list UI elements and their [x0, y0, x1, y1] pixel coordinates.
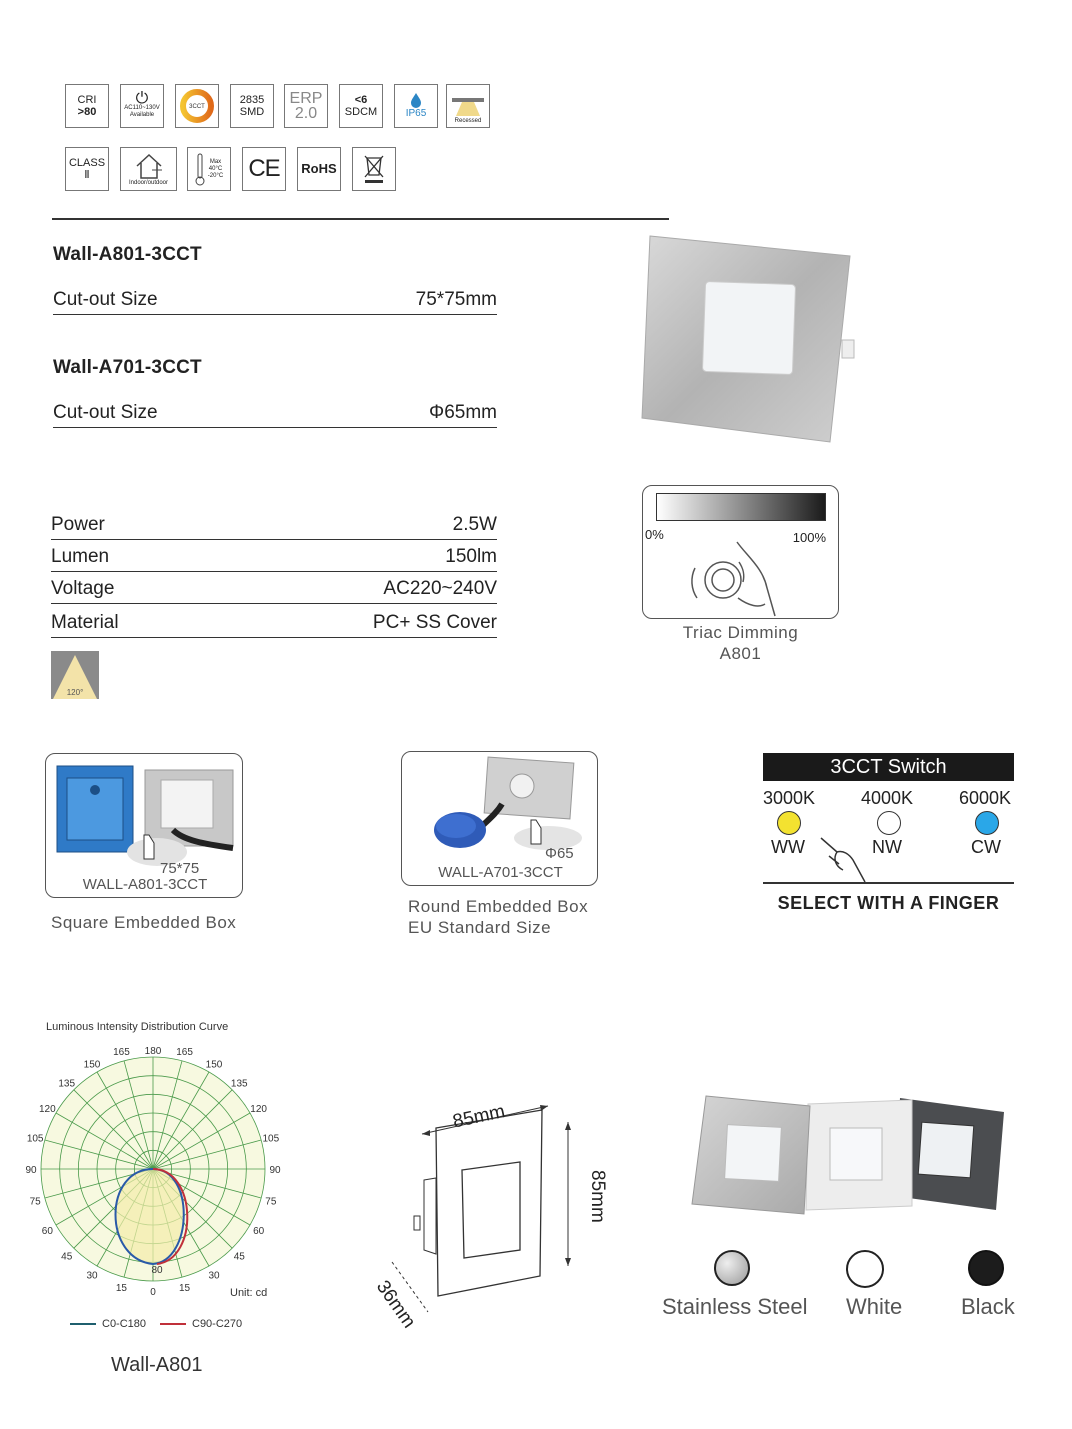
- model-title-a801: Wall-A801-3CCT: [53, 244, 202, 265]
- height-label: 85mm: [587, 1170, 608, 1223]
- model-title-a701: Wall-A701-3CCT: [53, 357, 202, 378]
- indoor-outdoor-badge: Indoor/outdoor: [120, 147, 177, 191]
- legend-c0-swatch: [70, 1323, 96, 1325]
- water-drop-icon: [409, 92, 423, 108]
- finish-variants-image: [688, 1092, 1008, 1222]
- hand-dial-icon: [683, 538, 798, 618]
- polar-angle-label: 135: [58, 1078, 76, 1090]
- cct-switch-title: 3CCT Switch: [763, 753, 1014, 781]
- polar-angle-label: 120: [39, 1104, 56, 1115]
- polar-title: Luminous Intensity Distribution Curve: [46, 1021, 229, 1033]
- polar-angle-label: 150: [83, 1059, 101, 1071]
- polar-angle-label: 135: [230, 1078, 248, 1090]
- polar-angle-label: 75: [29, 1196, 41, 1208]
- polar-angle-label: 120: [250, 1104, 267, 1115]
- cutout-depth-icon: [142, 833, 156, 861]
- black-swatch: [968, 1250, 1004, 1286]
- polar-angle-label: 105: [26, 1133, 44, 1145]
- sdcm-badge: <6 SDCM: [339, 84, 383, 128]
- rohs-badge: RoHS: [297, 147, 341, 191]
- power-icon: ⏻: [135, 90, 149, 107]
- ce-badge: CE: [242, 147, 286, 191]
- square-box-panel: 75*75 WALL-A801-3CCT: [45, 753, 243, 898]
- polar-angle-label: 105: [262, 1133, 280, 1145]
- dimming-panel: 0% 100%: [642, 485, 839, 619]
- weee-bin-icon: [362, 153, 386, 185]
- polar-angle-label: 60: [41, 1226, 53, 1237]
- ip65-badge: IP65: [394, 84, 438, 128]
- cct-divider: [763, 882, 1014, 884]
- square-box-caption: Square Embedded Box: [51, 913, 237, 932]
- power-ac-badge: ⏻ AC110~130V Available: [120, 84, 164, 128]
- ww-dot: [777, 811, 801, 835]
- polar-angle-label: 30: [86, 1270, 98, 1282]
- polar-angle-label: 60: [253, 1226, 265, 1237]
- polar-angle-label: 45: [61, 1251, 73, 1263]
- cct-badge: [175, 84, 219, 128]
- polar-angle-label: 165: [176, 1047, 193, 1059]
- beam-angle-icon: 120°: [51, 651, 99, 699]
- polar-angle-label: 15: [115, 1282, 127, 1294]
- weee-badge: [352, 147, 396, 191]
- depth-label: 36mm: [371, 1276, 420, 1333]
- polar-angle-label: 15: [179, 1282, 191, 1294]
- polar-angle-bottom: 0: [150, 1287, 156, 1298]
- polar-angle-label: 150: [205, 1059, 223, 1071]
- smd-badge: 2835 SMD: [230, 84, 274, 128]
- recessed-badge: Recessed: [446, 84, 490, 128]
- round-box-panel: Φ65 WALL-A701-3CCT: [401, 751, 598, 886]
- square-box-image: [53, 760, 238, 880]
- spec-row-voltage: Voltage AC220~240V: [51, 578, 497, 604]
- finger-icon: [815, 832, 877, 884]
- polar-angle-label: 165: [113, 1047, 130, 1059]
- cct-footer: SELECT WITH A FINGER: [777, 893, 1000, 913]
- round-box-caption: Round Embedded Box EU Standard Size: [408, 897, 589, 937]
- polar-angle-label: 30: [208, 1270, 220, 1282]
- nw-dot: [877, 811, 901, 835]
- c0-c180-curve: [116, 1169, 184, 1264]
- white-label: White: [846, 1294, 903, 1319]
- legend-c90: C90-C270: [160, 1318, 242, 1330]
- legend-c90-swatch: [160, 1323, 186, 1325]
- stainless-steel-label: Stainless Steel: [662, 1294, 808, 1319]
- polar-caption: Wall-A801: [111, 1354, 203, 1376]
- spec-row-lumen: Lumen 150lm: [51, 546, 497, 572]
- header-divider: [52, 218, 669, 220]
- erp-badge: ERP 2.0: [284, 84, 328, 128]
- class-badge: CLASS Ⅱ: [65, 147, 109, 191]
- polar-ring-label: 80: [151, 1265, 163, 1276]
- round-box-image: [426, 758, 586, 858]
- temperature-badge: Max 40°C -20°C: [187, 147, 231, 191]
- cutout-row-a701: Cut-out Size Φ65mm: [53, 402, 497, 428]
- cri-badge: CRI >80: [65, 84, 109, 128]
- cutout-row-a801: Cut-out Size 75*75mm: [53, 289, 497, 315]
- polar-unit: Unit: cd: [230, 1287, 268, 1299]
- legend-c0: C0-C180: [70, 1318, 146, 1330]
- polar-angle-top: 180: [144, 1046, 162, 1057]
- house-icon: [132, 152, 166, 180]
- polar-angle-label: 90: [25, 1165, 37, 1176]
- stainless-steel-swatch: [714, 1250, 750, 1286]
- product-image-steel: [640, 228, 860, 448]
- cw-dot: [975, 811, 999, 835]
- dimension-drawing: [370, 1090, 610, 1340]
- polar-angle-label: 45: [233, 1251, 245, 1263]
- cct-gradient-icon: [179, 88, 215, 124]
- width-label: 85mm: [450, 1101, 507, 1133]
- spec-row-material: Material PC+ SS Cover: [51, 612, 497, 638]
- dimming-gradient-bar: [656, 493, 826, 521]
- white-swatch: [846, 1250, 884, 1288]
- svg-text:3CCT: 3CCT: [189, 104, 205, 110]
- dimming-caption: Triac Dimming A801: [682, 623, 799, 663]
- recessed-icon: [450, 96, 486, 118]
- spec-row-power: Power 2.5W: [51, 514, 497, 540]
- black-label: Black: [961, 1294, 1015, 1319]
- cutout-depth-icon-2: [529, 818, 543, 846]
- thermometer-icon: [195, 152, 205, 186]
- polar-angle-label: 90: [269, 1165, 281, 1176]
- polar-angle-label: 75: [265, 1196, 277, 1208]
